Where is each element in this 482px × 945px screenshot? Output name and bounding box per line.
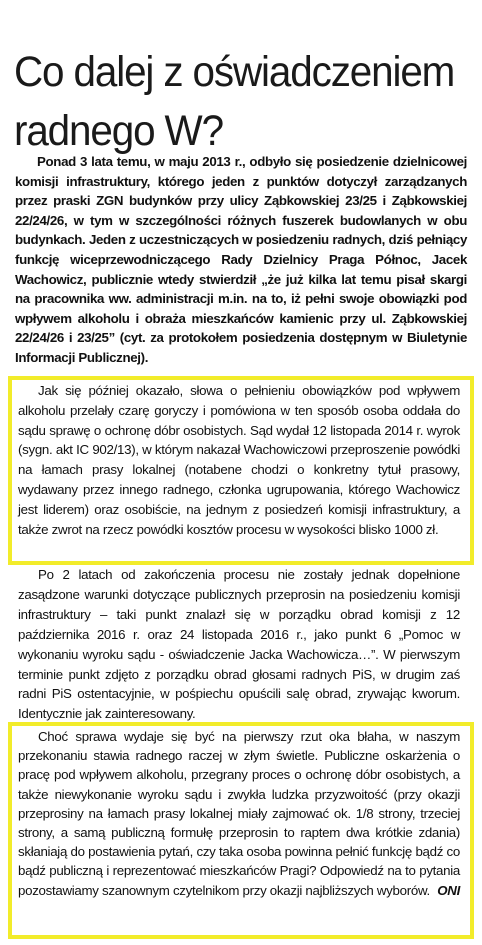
article-title: [14, 43, 455, 161]
article-lead-text: Ponad 3 lata temu, w maju 2013 r., odbyło się posiedzenie dzielnicowej komisji infrastruktury, którego jeden z punktów dotyczył zarządzanych przez praski ZGN budynków przy ulicy Ząbkowskiej 23/25 i Ząbkowskiej 22/24/26, w tym w szczególności różnych fuszerek budowlanych w obu budynkach. Jeden z uczestniczących w posiedzeniu radnych, dziś pełniący funkcję wiceprzewodniczącego Rady Dzielnicy Praga Północ, Jacek Wachowicz, publicznie wtedy stwierdził „że już kilka lat temu pisał skargi na pracownika ww. administracji m.in. na to, iż pełni swoje obowiązki pod wpływem alkoholu i obraża mieszkańców kamienic przy ul. Ząbkowskiej 22/24/26 i 23/25” (cyt. za protokołem posiedzenia dostępnym w Biuletynie Informacji Publicznej).: [15, 154, 467, 365]
article-title-line-1: Co dalej z oświadczeniem: [14, 47, 455, 96]
article-paragraph-3-text: Choć sprawa wydaje się być na pierwszy rzut oka błaha, w naszym przekonaniu stawia radnego raczej w złym świetle. Publiczne oskarżenia o pracę pod wpływem alkoholu, przegrany proces o ochronę dóbr osobistych, a także niewykonanie wyroku sądu i zwykła ludzka przyzwoitość (przy okazji przeprosiny na łamach prasy lokalnej miały zajmować ok. 1/8 strony, trzeciej strony, a samą publiczną formułę przeprosin to raptem dwa krótkie zdania) skłaniają do postawienia pytań, czy taka osoba powinna pełnić funkcję bądź co bądź publiczną i reprezentować mieszkańców Pragi? Odpowiedź na to pytania pozostawiamy szanownym czytelnikom przy okazji najbliższych wyborów.: [18, 729, 460, 898]
article-paragraph-1: [18, 381, 460, 539]
article-title-line-2: radnego W?: [14, 106, 223, 155]
article-lead: [15, 152, 467, 368]
article-signature: ONI: [437, 882, 460, 898]
article-paragraph-1-text: Jak się później okazało, słowa o pełnieniu obowiązków pod wpływem alkoholu przelały czarę goryczy i pomówiona w ten sposób osoba oddała do sądu sprawę o ochronę dóbr osobistych. Sąd wydał 12 listopada 2014 r. wyrok (sygn. akt IC 902/13), w którym nakazał Wachowiczowi przeproszenie powódki na łamach prasy lokalnej (notabene chodzi o konkretny tytuł prasowy, wydawany przez innego radnego, członka ugrupowania, którego Wachowicz jest liderem) oraz osobiście, na jednym z posiedzeń komisji infrastruktury, a także zwrot na rzecz powódki kosztów procesu w wysokości blisko 1000 zł.: [18, 383, 460, 537]
article-paragraph-3: [18, 727, 460, 900]
article-paragraph-2: [18, 565, 460, 724]
article-paragraph-2-text: Po 2 latach od zakończenia procesu nie zostały jednak dopełnione zasądzone warunki dotyczące publicznych przeprosin na posiedzeniu komisji infrastruktury – taki punkt znalazł się w porządku obrad komisji z 12 października 2016 r. oraz 24 listopada 2016 r., jako punkt 6 „Pomoc w wykonaniu wyroku sądu - oświadczenie Jacka Wachowicza…”. W pierwszym terminie punkt zdjęto z porządku obrad głosami radnych PiS, w drugim zaś radni PiS ostentacyjnie, w pośpiechu opuścili salę obrad, zrywając kworum. Identycznie jak zainteresowany.: [18, 567, 460, 722]
